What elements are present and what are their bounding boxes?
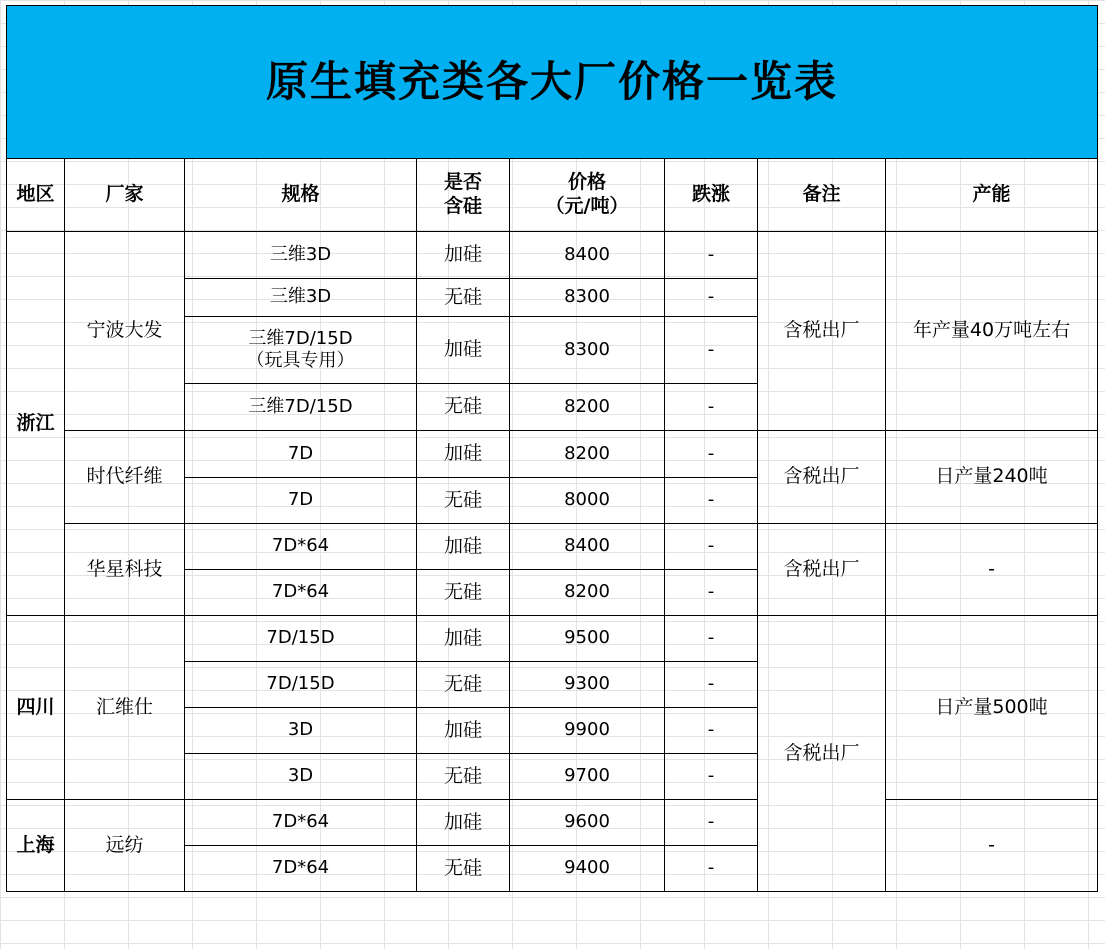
spec-cell[interactable]: 三维3D [185,279,417,317]
factory-cell[interactable]: 宁波大发 [65,232,185,431]
capacity-cell[interactable]: - [886,524,1098,616]
capacity-cell[interactable]: 日产量240吨 [886,431,1098,524]
capacity-cell[interactable]: 年产量40万吨左右 [886,232,1098,431]
silicone-cell[interactable]: 无硅 [417,384,510,431]
header-spec[interactable]: 规格 [185,159,417,232]
price-table [6,5,1098,892]
header-remark[interactable]: 备注 [758,159,886,232]
trend-cell[interactable]: - [665,708,758,754]
trend-cell[interactable]: - [665,662,758,708]
silicone-cell[interactable]: 加硅 [417,524,510,570]
silicone-cell[interactable]: 加硅 [417,800,510,846]
factory-cell[interactable]: 远纺 [65,800,185,892]
spec-cell[interactable]: 7D*64 [185,524,417,570]
spec-cell[interactable]: 7D*64 [185,800,417,846]
factory-cell[interactable]: 时代纤维 [65,431,185,524]
factory-cell[interactable]: 华星科技 [65,524,185,616]
header-factory[interactable]: 厂家 [65,159,185,232]
price-cell[interactable]: 9900 [510,708,665,754]
trend-cell[interactable]: - [665,524,758,570]
region-cell[interactable]: 四川 [7,616,65,800]
trend-cell[interactable]: - [665,317,758,384]
header-trend[interactable]: 跌涨 [665,159,758,232]
remark-cell[interactable]: 含税出厂 [758,232,886,431]
silicone-cell[interactable]: 无硅 [417,478,510,524]
silicone-cell[interactable]: 加硅 [417,232,510,279]
price-cell[interactable]: 9600 [510,800,665,846]
silicone-cell[interactable]: 加硅 [417,616,510,662]
trend-cell[interactable]: - [665,616,758,662]
remark-cell[interactable]: 含税出厂 [758,616,886,892]
spec-line: 三维7D/15D [248,327,353,349]
remark-cell[interactable]: 含税出厂 [758,431,886,524]
price-cell[interactable]: 8300 [510,279,665,317]
spec-cell[interactable] [185,317,417,384]
region-cell[interactable]: 上海 [7,800,65,892]
silicone-cell[interactable]: 加硅 [417,708,510,754]
trend-cell[interactable]: - [665,754,758,800]
header-region[interactable]: 地区 [7,159,65,232]
price-cell[interactable]: 8200 [510,431,665,478]
trend-cell[interactable]: - [665,384,758,431]
header-capacity[interactable]: 产能 [886,159,1098,232]
price-cell[interactable]: 8400 [510,232,665,279]
price-cell[interactable]: 8000 [510,478,665,524]
spec-cell[interactable]: 7D*64 [185,846,417,892]
price-cell[interactable]: 9400 [510,846,665,892]
price-cell[interactable]: 8200 [510,384,665,431]
silicone-cell[interactable]: 无硅 [417,662,510,708]
spec-cell[interactable]: 三维3D [185,232,417,279]
header-price-line1: 价格 [567,171,606,194]
silicone-cell[interactable]: 加硅 [417,317,510,384]
price-cell[interactable]: 9300 [510,662,665,708]
spec-cell[interactable]: 7D [185,431,417,478]
silicone-cell[interactable]: 无硅 [417,754,510,800]
silicone-cell[interactable]: 加硅 [417,431,510,478]
price-cell[interactable]: 9500 [510,616,665,662]
capacity-cell[interactable]: - [886,800,1098,892]
trend-cell[interactable]: - [665,279,758,317]
spec-note: （玩具专用） [246,350,355,371]
price-cell[interactable]: 8300 [510,317,665,384]
spec-cell[interactable]: 7D/15D [185,662,417,708]
capacity-cell[interactable]: 日产量500吨 [886,616,1098,800]
price-cell[interactable]: 8400 [510,524,665,570]
silicone-cell[interactable]: 无硅 [417,279,510,317]
price-cell[interactable]: 8200 [510,570,665,616]
spec-cell[interactable]: 3D [185,708,417,754]
region-cell[interactable]: 浙江 [7,232,65,616]
silicone-cell[interactable]: 无硅 [417,846,510,892]
spec-cell[interactable]: 7D [185,478,417,524]
header-silicone[interactable] [417,159,510,232]
page-title: 原生填充类各大厂价格一览表 [7,6,1098,159]
trend-cell[interactable]: - [665,431,758,478]
trend-cell[interactable]: - [665,846,758,892]
price-cell[interactable]: 9700 [510,754,665,800]
trend-cell[interactable]: - [665,570,758,616]
header-silicone-line1: 是否 [443,171,482,194]
remark-cell[interactable]: 含税出厂 [758,524,886,616]
trend-cell[interactable]: - [665,232,758,279]
trend-cell[interactable]: - [665,800,758,846]
spec-cell[interactable]: 7D*64 [185,570,417,616]
header-price-line2: （元/吨） [545,195,629,217]
trend-cell[interactable]: - [665,478,758,524]
header-silicone-line2: 含硅 [443,195,482,217]
silicone-cell[interactable]: 无硅 [417,570,510,616]
header-price[interactable] [510,159,665,232]
spec-cell[interactable]: 三维7D/15D [185,384,417,431]
spec-cell[interactable]: 3D [185,754,417,800]
spec-cell[interactable]: 7D/15D [185,616,417,662]
factory-cell[interactable]: 汇维仕 [65,616,185,800]
